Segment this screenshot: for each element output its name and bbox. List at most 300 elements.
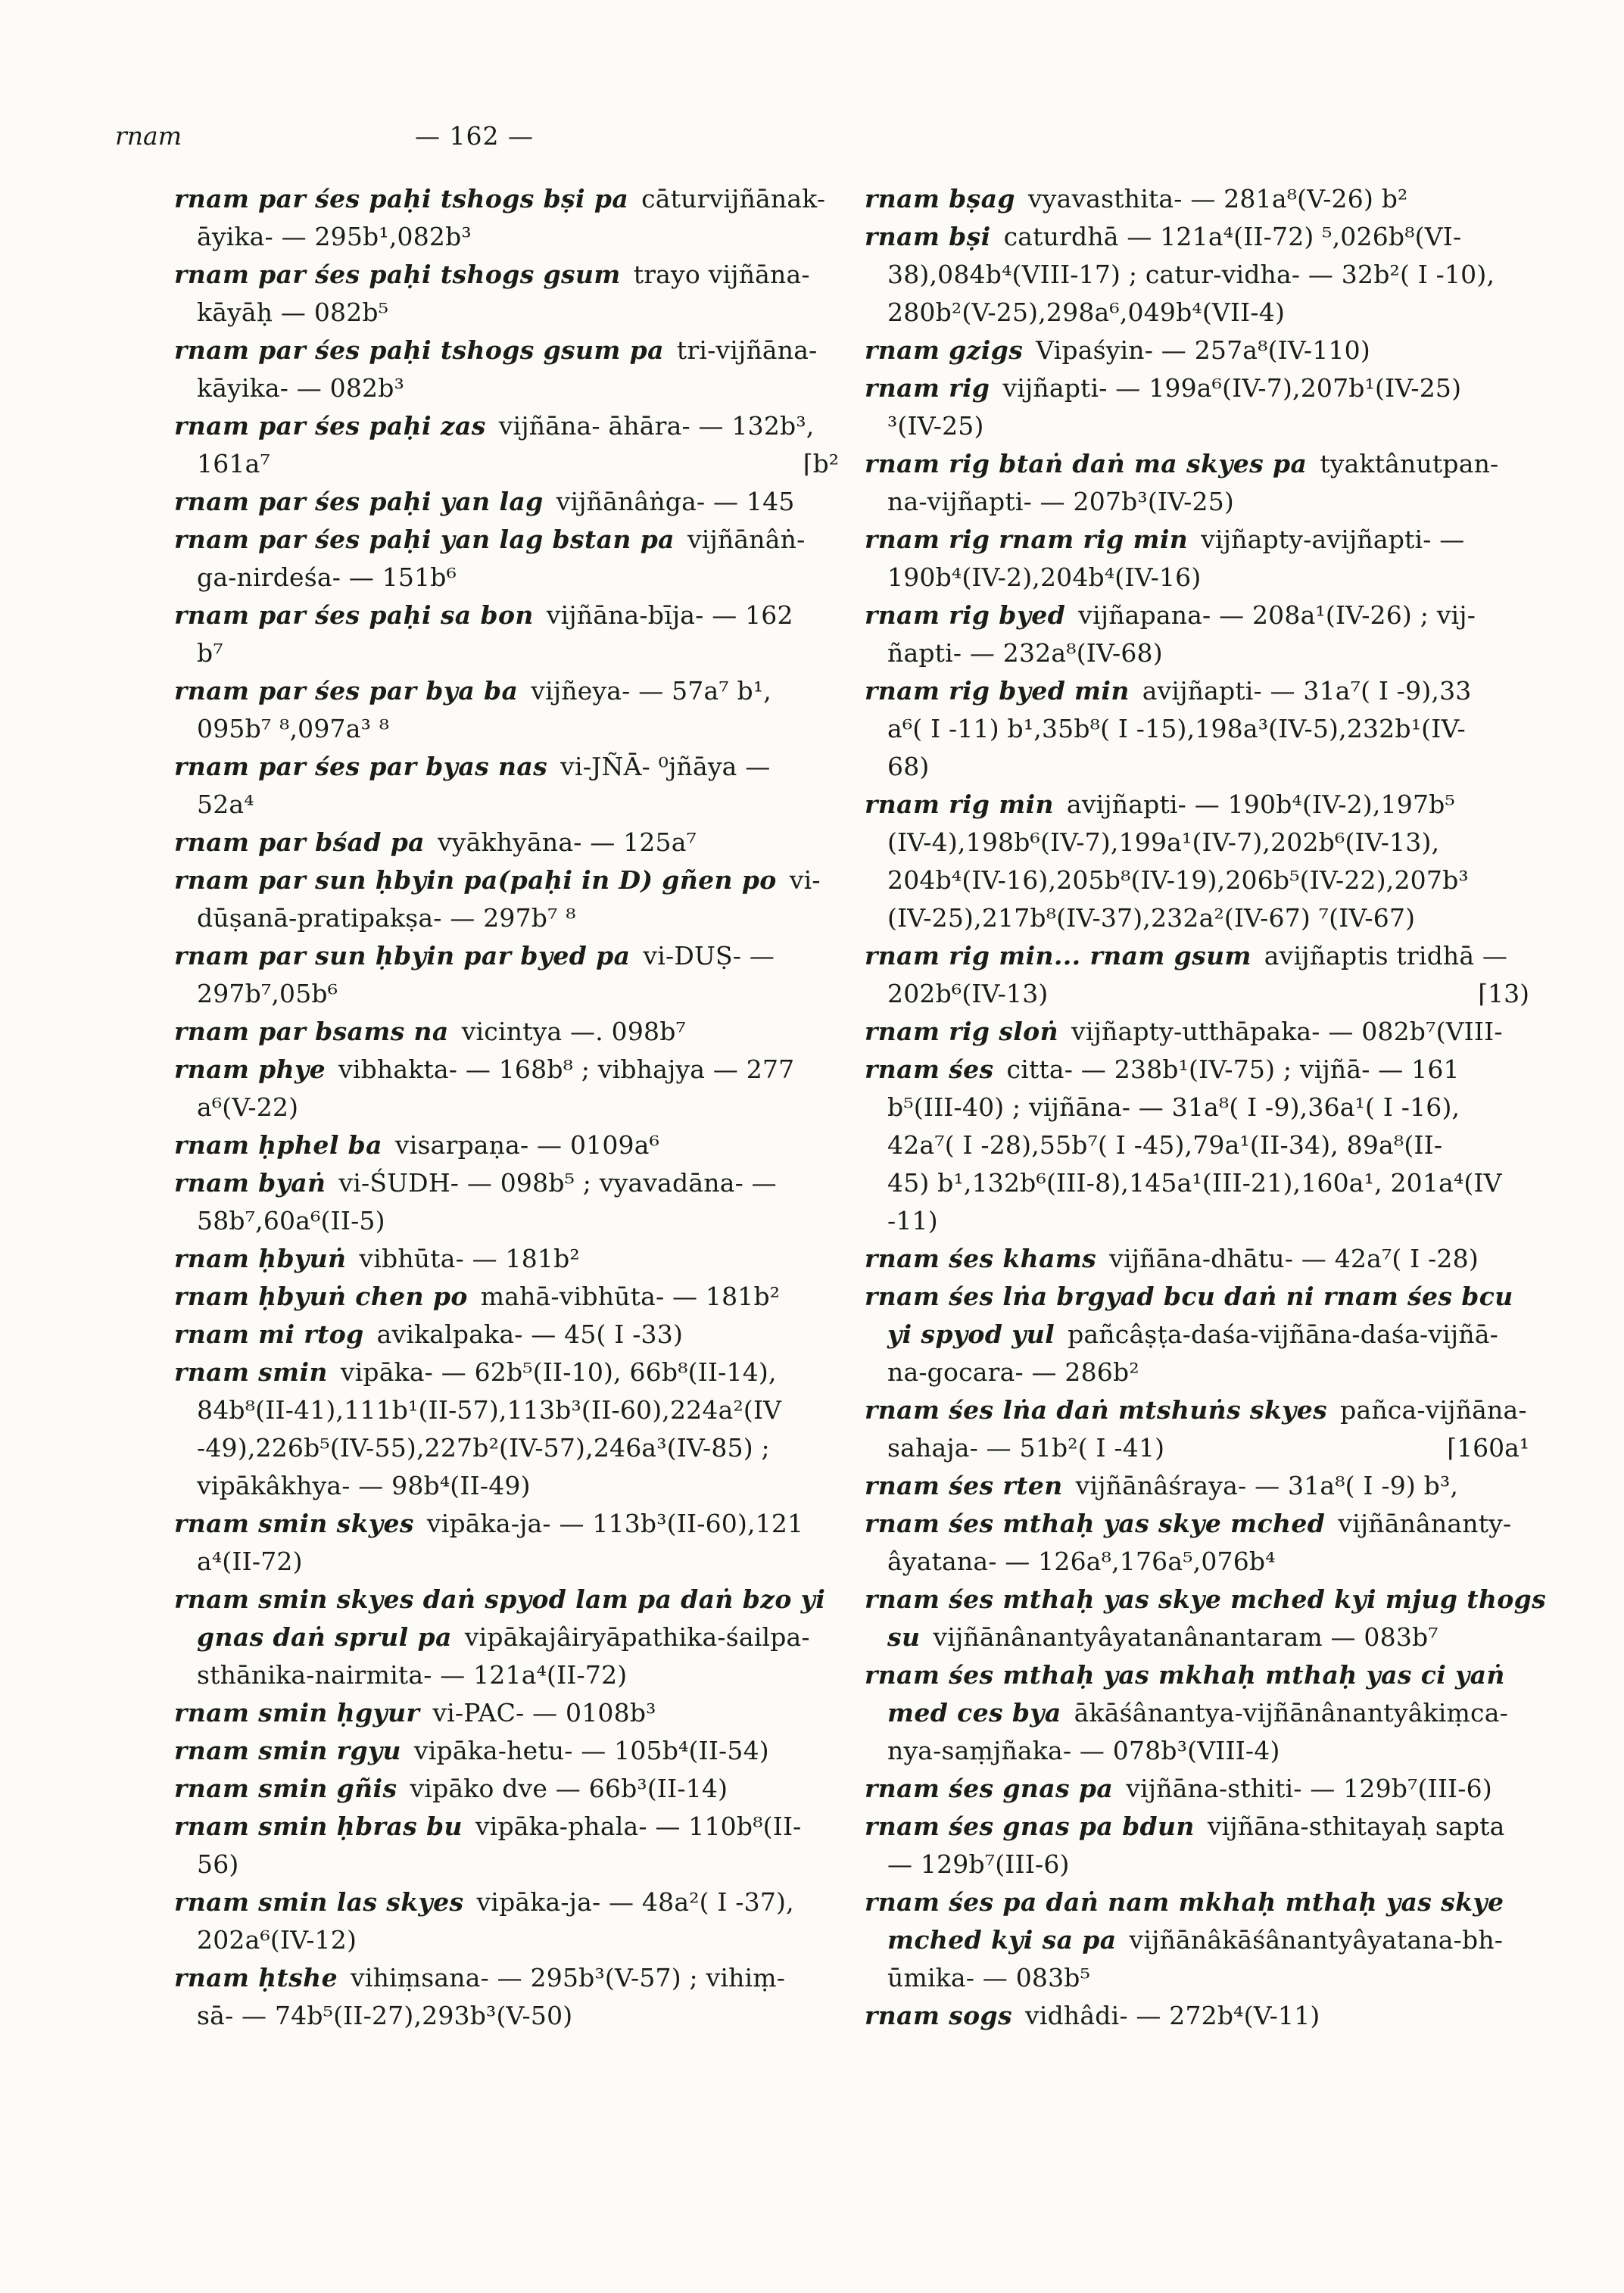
entry-continuation-line xyxy=(174,1846,839,1883)
tibetan-headword: rnam par sun ḥbyin par byed pa xyxy=(174,941,631,970)
entry-continuation-line xyxy=(865,483,1529,521)
entry-text: vi-JÑĀ- ⁰jñāya — xyxy=(560,752,771,781)
entry-first-line xyxy=(865,1505,1529,1543)
dictionary-entry xyxy=(174,937,839,1013)
entry-text: 68) xyxy=(887,752,930,781)
entry-text: âyatana- — 126a⁸,176a⁵,076b⁴ xyxy=(887,1547,1276,1576)
tibetan-headword: rnam par sun ḥbyin pa(paḥi in D) gñen po xyxy=(174,865,777,895)
dictionary-entry xyxy=(865,1240,1529,1278)
entry-text: vi-ŚUDH- — 098b⁵ ; vyavadāna- — xyxy=(338,1168,777,1198)
entry-continuation-line xyxy=(865,1354,1529,1391)
entry-text: sahaja- — 51b²( I -41) xyxy=(887,1433,1165,1463)
entry-first-line xyxy=(174,1126,839,1164)
dictionary-entry xyxy=(865,1278,1529,1391)
tibetan-headword: rnam bṣi xyxy=(865,222,991,251)
tibetan-headword: rnam śes xyxy=(865,1055,994,1084)
dictionary-entry xyxy=(174,824,839,861)
entry-text: vipāka- — 62b⁵(II-10), 66b⁸(II-14), xyxy=(340,1357,777,1387)
tibetan-headword: rnam par śes paḥi sa bon xyxy=(174,600,534,630)
dictionary-entry xyxy=(174,672,839,748)
entry-text: avikalpaka- — 45( I -33) xyxy=(376,1319,684,1349)
entry-text: sthānika-nairmita- — 121a⁴(II-72) xyxy=(197,1660,628,1690)
entry-text: b⁷ xyxy=(197,638,223,668)
entry-first-line xyxy=(865,1467,1529,1505)
dictionary-entry xyxy=(174,1164,839,1240)
tibetan-headword: rnam gzigs xyxy=(865,335,1024,365)
margin-correction-note: ⌈b² xyxy=(803,449,839,478)
dictionary-entry xyxy=(174,1013,839,1051)
entry-text: vijñāna- āhāra- — 132b³, xyxy=(498,411,815,441)
entry-first-line xyxy=(865,369,1529,407)
entry-text: 58b⁷,60a⁶(II-5) xyxy=(197,1206,385,1235)
entry-continuation-line xyxy=(174,1467,839,1505)
entry-first-line xyxy=(174,1883,839,1921)
entry-continuation-line xyxy=(174,294,839,332)
dictionary-entry xyxy=(865,180,1529,218)
entry-continuation-line xyxy=(865,861,1529,899)
tibetan-headword: mched kyi sa pa xyxy=(887,1925,1117,1955)
entry-first-line xyxy=(865,1391,1529,1429)
entry-text: vihiṃsana- — 295b³(V-57) ; vihiṃ- xyxy=(350,1963,786,1992)
entry-text: cāturvijñānak- xyxy=(641,184,826,213)
entry-first-line xyxy=(174,1354,839,1391)
entry-first-line xyxy=(865,180,1529,218)
entry-continuation-line xyxy=(865,559,1529,597)
tibetan-headword: rnam śes mthaḥ yas skye mched kyi mjug thogs xyxy=(865,1584,1547,1614)
entry-first-line xyxy=(174,824,839,861)
entry-continuation-line xyxy=(174,899,839,937)
entry-text: 095b⁷ ⁸,097a³ ⁸ xyxy=(197,714,390,743)
entry-text: nya-saṃjñaka- — 078b³(VIII-4) xyxy=(887,1736,1280,1765)
entry-text: 52a⁴ xyxy=(197,790,254,819)
entry-text: 202a⁶(IV-12) xyxy=(197,1925,357,1955)
entry-continuation-line xyxy=(174,218,839,256)
entry-first-line xyxy=(865,937,1529,975)
entry-continuation-line xyxy=(174,369,839,407)
entry-first-line xyxy=(174,407,839,445)
tibetan-headword: rnam smin ḥbras bu xyxy=(174,1812,463,1841)
dictionary-entry xyxy=(174,332,839,407)
entry-text: Vipaśyin- — 257a⁸(IV-110) xyxy=(1036,335,1370,365)
margin-correction-note: ⌈13) xyxy=(1478,979,1529,1008)
dictionary-entry xyxy=(865,1391,1529,1467)
entry-first-line xyxy=(865,1656,1529,1694)
entry-continuation-line xyxy=(174,1429,839,1467)
entry-text: 56) xyxy=(197,1849,239,1879)
dictionary-entry xyxy=(865,786,1529,937)
entry-continuation-line xyxy=(865,634,1529,672)
entry-first-line xyxy=(174,1732,839,1770)
entry-first-line xyxy=(174,256,839,294)
entry-first-line xyxy=(174,861,839,899)
entry-first-line xyxy=(174,672,839,710)
dictionary-entry xyxy=(174,748,839,824)
entry-continuation-line xyxy=(174,1089,839,1126)
tibetan-headword: rnam smin las skyes xyxy=(174,1887,464,1917)
dictionary-entry xyxy=(174,1051,839,1126)
entry-text: a⁶( I -11) b¹,35b⁸( I -15),198a³(IV-5),232b¹(IV- xyxy=(887,714,1466,743)
entry-text: a⁶(V-22) xyxy=(197,1092,299,1122)
entry-first-line xyxy=(865,672,1529,710)
dictionary-entry xyxy=(174,861,839,937)
tibetan-headword: rnam smin rgyu xyxy=(174,1736,401,1765)
entry-text: ākāśânantya-vijñānânantyâkiṃca- xyxy=(1074,1698,1508,1728)
entry-text: 84b⁸(II-41),111b¹(II-57),113b³(II-60),224a²(IV xyxy=(197,1395,782,1425)
entry-continuation-line xyxy=(865,1921,1529,1959)
dictionary-entry xyxy=(865,1505,1529,1581)
entry-continuation-line xyxy=(865,748,1529,786)
dictionary-entry xyxy=(865,218,1529,332)
entry-text: ñapti- — 232a⁸(IV-68) xyxy=(887,638,1163,668)
dictionary-entry xyxy=(174,180,839,256)
entry-continuation-line xyxy=(865,1126,1529,1164)
tibetan-headword: rnam rig min xyxy=(865,790,1054,819)
entry-first-line xyxy=(174,483,839,521)
dictionary-entry xyxy=(865,445,1529,521)
entry-text: -49),226b⁵(IV-55),227b²(IV-57),246a³(IV-85) ; xyxy=(197,1433,770,1463)
entry-text: vi-PAC- — 0108b³ xyxy=(432,1698,656,1728)
entry-text: pañca-vijñāna- xyxy=(1340,1395,1527,1425)
entry-text: avijñapti- — 190b⁴(IV-2),197b⁵ xyxy=(1066,790,1455,819)
entry-continuation-line xyxy=(174,1921,839,1959)
tibetan-headword: rnam smin gñis xyxy=(174,1774,397,1803)
dictionary-entry xyxy=(174,521,839,597)
dictionary-entry xyxy=(865,1997,1529,2035)
tibetan-headword: rnam par śes paḥi zas xyxy=(174,411,486,441)
entry-text: vijñāna-dhātu- — 42a⁷( I -28) xyxy=(1109,1244,1479,1273)
entry-continuation-line xyxy=(174,1202,839,1240)
entry-text: trayo vijñāna- xyxy=(633,260,810,289)
entry-continuation-line xyxy=(865,1732,1529,1770)
tibetan-headword: rnam par śes par bya ba xyxy=(174,676,519,706)
tibetan-headword: gnas daṅ sprul pa xyxy=(197,1622,452,1652)
entry-continuation-line xyxy=(865,710,1529,748)
entry-continuation-line xyxy=(174,1656,839,1694)
entry-continuation-line xyxy=(865,899,1529,937)
entry-first-line xyxy=(174,1051,839,1089)
two-column-content xyxy=(174,180,1547,2035)
entry-text: vijñāna-sthiti- — 129b⁷(III-6) xyxy=(1126,1774,1492,1803)
page-header xyxy=(0,121,1624,156)
entry-continuation-line xyxy=(865,1694,1529,1732)
entry-text: 297b⁷,05b⁶ xyxy=(197,979,338,1008)
entry-continuation-line xyxy=(174,710,839,748)
dictionary-entry xyxy=(865,521,1529,597)
entry-first-line xyxy=(174,1770,839,1808)
tibetan-headword: rnam smin xyxy=(174,1357,328,1387)
entry-text: sā- — 74b⁵(II-27),293b³(V-50) xyxy=(197,2001,573,2030)
entry-text: 280b²(V-25),298a⁶,049b⁴(VII-4) xyxy=(887,298,1286,327)
entry-text: vijñānâṅ- xyxy=(687,525,806,554)
entry-continuation-line xyxy=(174,786,839,824)
entry-text: vibhakta- — 168b⁸ ; vibhajya — 277 xyxy=(338,1055,795,1084)
dictionary-entry xyxy=(174,1505,839,1581)
entry-continuation-line xyxy=(865,1959,1529,1997)
entry-text: citta- — 238b¹(IV-75) ; vijñā- — 161 xyxy=(1006,1055,1460,1084)
dictionary-entry xyxy=(865,1656,1529,1770)
entry-first-line xyxy=(865,1997,1529,2035)
entry-text: visarpaṇa- — 0109a⁶ xyxy=(394,1130,660,1160)
entry-text: āyika- — 295b¹,082b³ xyxy=(197,222,472,251)
tibetan-headword: rnam bṣag xyxy=(865,184,1015,213)
entry-text: vijñapana- — 208a¹(IV-26) ; vij- xyxy=(1078,600,1476,630)
entry-text: vicintya —. 098b⁷ xyxy=(461,1017,686,1046)
tibetan-headword: rnam śes mthaḥ yas skye mched xyxy=(865,1509,1326,1538)
entry-text: — 129b⁷(III-6) xyxy=(887,1849,1070,1879)
tibetan-headword: rnam byaṅ xyxy=(174,1168,326,1198)
tibetan-headword: su xyxy=(887,1622,921,1652)
dictionary-entry xyxy=(865,1883,1529,1997)
entry-continuation-line xyxy=(865,1164,1529,1202)
dictionary-entry xyxy=(865,1581,1547,1656)
dictionary-entry xyxy=(174,1732,839,1770)
tibetan-headword: rnam śes pa daṅ nam mkhaḥ mthaḥ yas skye xyxy=(865,1887,1504,1917)
dictionary-entry xyxy=(865,1770,1529,1808)
tibetan-headword: rnam ḥbyuṅ xyxy=(174,1244,347,1273)
dictionary-entry xyxy=(865,369,1529,445)
entry-text: vibhūta- — 181b² xyxy=(359,1244,580,1273)
dictionary-entry xyxy=(174,1278,839,1316)
entry-text: avijñaptis tridhā — xyxy=(1264,941,1508,970)
entry-first-line xyxy=(174,521,839,559)
dictionary-entry xyxy=(174,1808,839,1883)
running-head: rnam xyxy=(115,121,182,151)
tibetan-headword: yi spyod yul xyxy=(887,1319,1055,1349)
dictionary-entry xyxy=(865,1808,1529,1883)
entry-text: na-gocara- — 286b² xyxy=(887,1357,1139,1387)
tibetan-headword: rnam rig byed min xyxy=(865,676,1130,706)
entry-continuation-line xyxy=(865,1846,1529,1883)
tibetan-headword: rnam ḥbyuṅ chen po xyxy=(174,1282,468,1311)
entry-text: ūmika- — 083b⁵ xyxy=(887,1963,1091,1992)
entry-continuation-line xyxy=(174,1997,839,2035)
entry-text: 204b⁴(IV-16),205b⁸(IV-19),206b⁵(IV-22),207b³ xyxy=(887,865,1469,895)
entry-first-line xyxy=(174,180,839,218)
entry-text: vijñāna-sthitayaḥ sapta xyxy=(1207,1812,1505,1841)
tibetan-headword: rnam rig btaṅ daṅ ma skyes pa xyxy=(865,449,1308,478)
right-column xyxy=(865,180,1547,2035)
entry-text: vipākâkhya- — 98b⁴(II-49) xyxy=(197,1471,531,1500)
entry-text: dūṣanā-pratipakṣa- — 297b⁷ ⁸ xyxy=(197,903,576,933)
tibetan-headword: rnam smin skyes xyxy=(174,1509,414,1538)
tibetan-headword: med ces bya xyxy=(887,1698,1061,1728)
entry-first-line xyxy=(174,1505,839,1543)
margin-correction-note: ⌈160a¹ xyxy=(1447,1433,1529,1463)
entry-first-line xyxy=(174,1959,839,1997)
entry-text: vijñapty-avijñapti- — xyxy=(1201,525,1465,554)
entry-continuation-line xyxy=(865,256,1529,294)
entry-text: vipāka-ja- — 113b³(II-60),121 xyxy=(426,1509,804,1538)
entry-text: vijñapti- — 199a⁶(IV-7),207b¹(IV-25) xyxy=(1002,373,1462,403)
tibetan-headword: rnam par śes paḥi yan lag bstan pa xyxy=(174,525,675,554)
dictionary-entry xyxy=(174,1770,839,1808)
entry-text: vidhâdi- — 272b⁴(V-11) xyxy=(1025,2001,1320,2030)
dictionary-entry xyxy=(174,1240,839,1278)
entry-continuation-line xyxy=(865,294,1529,332)
dictionary-entry xyxy=(174,407,839,483)
entry-text: vijñānânantyâyatanânantaram — 083b⁷ xyxy=(933,1622,1439,1652)
entry-first-line xyxy=(174,1240,839,1278)
entry-continuation-line xyxy=(865,1618,1529,1656)
entry-text: vijñānâṅga- — 145 xyxy=(556,487,795,516)
entry-text: a⁴(II-72) xyxy=(197,1547,303,1576)
dictionary-entry xyxy=(174,1126,839,1164)
entry-continuation-line xyxy=(865,975,1529,1013)
tibetan-headword: rnam śes mthaḥ yas mkhaḥ mthaḥ yas ci yaṅ xyxy=(865,1660,1505,1690)
entry-text: 38),084b⁴(VIII-17) ; catur-vidha- — 32b²( I -10), xyxy=(887,260,1495,289)
entry-first-line xyxy=(865,1770,1529,1808)
entry-text: b⁵(III-40) ; vijñāna- — 31a⁸( I -9),36a¹( I -16), xyxy=(887,1092,1460,1122)
entry-text: 42a⁷( I -28),55b⁷( I -45),79a¹(II-34), 89a⁸(II- xyxy=(887,1130,1443,1160)
entry-continuation-line xyxy=(174,1618,839,1656)
tibetan-headword: rnam rig sloṅ xyxy=(865,1017,1058,1046)
dictionary-entry xyxy=(174,597,839,672)
tibetan-headword: rnam ḥphel ba xyxy=(174,1130,382,1160)
dictionary-entry xyxy=(174,483,839,521)
dictionary-entry xyxy=(174,1581,839,1694)
tibetan-headword: rnam sogs xyxy=(865,2001,1013,2030)
dictionary-entry xyxy=(174,1694,839,1732)
entry-first-line xyxy=(174,748,839,786)
entry-first-line xyxy=(865,597,1529,634)
entry-first-line xyxy=(865,1278,1529,1316)
entry-continuation-line xyxy=(174,1543,839,1581)
entry-text: vijñāna-bīja- — 162 xyxy=(546,600,793,630)
tibetan-headword: rnam rig xyxy=(865,373,990,403)
tibetan-headword: rnam par śes paḥi yan lag xyxy=(174,487,544,516)
dictionary-entry xyxy=(865,937,1529,1013)
entry-first-line xyxy=(865,445,1529,483)
left-column xyxy=(174,180,839,2035)
tibetan-headword: rnam smin skyes daṅ spyod lam pa daṅ bzo yi xyxy=(174,1584,826,1614)
dictionary-entry xyxy=(865,332,1529,369)
entry-text: -11) xyxy=(887,1206,938,1235)
dictionary-entry xyxy=(865,1467,1529,1505)
tibetan-headword: rnam phye xyxy=(174,1055,326,1084)
entry-first-line xyxy=(865,1581,1547,1618)
entry-text: (IV-25),217b⁸(IV-37),232a²(IV-67) ⁷(IV-67) xyxy=(887,903,1416,933)
entry-continuation-line xyxy=(174,445,839,483)
dictionary-entry xyxy=(174,1354,839,1505)
page-number: — 162 — xyxy=(415,121,534,151)
entry-continuation-line xyxy=(174,975,839,1013)
tibetan-headword: rnam rig min... rnam gsum xyxy=(865,941,1252,970)
tibetan-headword: rnam smin ḥgyur xyxy=(174,1698,420,1728)
entry-text: vijñeya- — 57a⁷ b¹, xyxy=(531,676,771,706)
entry-text: (IV-4),198b⁶(IV-7),199a¹(IV-7),202b⁶(IV-13), xyxy=(887,827,1440,857)
tibetan-headword: rnam par śes par byas nas xyxy=(174,752,548,781)
entry-first-line xyxy=(174,1278,839,1316)
entry-text: tri-vijñāna- xyxy=(676,335,818,365)
entry-text: 161a⁷ xyxy=(197,449,270,478)
entry-text: vipāko dve — 66b³(II-14) xyxy=(410,1774,728,1803)
entry-text: vijñānâśraya- — 31a⁸( I -9) b³, xyxy=(1075,1471,1459,1500)
dictionary-entry xyxy=(865,597,1529,672)
dictionary-entry xyxy=(865,1013,1529,1051)
entry-text: caturdhā — 121a⁴(II-72) ⁵,026b⁸(VI- xyxy=(1003,222,1462,251)
dictionary-entry xyxy=(174,1959,839,2035)
tibetan-headword: rnam par bsams na xyxy=(174,1017,449,1046)
entry-first-line xyxy=(174,1316,839,1354)
entry-continuation-line xyxy=(865,407,1529,445)
entry-first-line xyxy=(174,597,839,634)
entry-continuation-line xyxy=(174,1391,839,1429)
entry-text: pañcâṣṭa-daśa-vijñāna-daśa-vijñā- xyxy=(1068,1319,1498,1349)
tibetan-headword: rnam rig rnam rig min xyxy=(865,525,1189,554)
entry-first-line xyxy=(174,937,839,975)
entry-text: vipākajâiryāpathika-śailpa- xyxy=(464,1622,810,1652)
entry-text: vyākhyāna- — 125a⁷ xyxy=(437,827,697,857)
entry-text: vyavasthita- — 281a⁸(V-26) b² xyxy=(1027,184,1408,213)
entry-text: 45) b¹,132b⁶(III-8),145a¹(III-21),160a¹, 201a⁴(IV xyxy=(887,1168,1502,1198)
tibetan-headword: rnam mi rtog xyxy=(174,1319,364,1349)
entry-first-line xyxy=(865,1808,1529,1846)
entry-text: kāyika- — 082b³ xyxy=(197,373,405,403)
entry-continuation-line xyxy=(174,634,839,672)
entry-first-line xyxy=(174,1164,839,1202)
entry-first-line xyxy=(865,332,1529,369)
entry-first-line xyxy=(865,218,1529,256)
entry-text: kāyāḥ — 082b⁵ xyxy=(197,298,389,327)
entry-first-line xyxy=(865,786,1529,824)
tibetan-headword: rnam śes lṅa daṅ mtshuṅs skyes xyxy=(865,1395,1328,1425)
tibetan-headword: rnam par śes paḥi tshogs gsum pa xyxy=(174,335,664,365)
tibetan-headword: rnam śes rten xyxy=(865,1471,1063,1500)
entry-text: vijñapty-utthāpaka- — 082b⁷(VIII- xyxy=(1071,1017,1503,1046)
entry-first-line xyxy=(865,521,1529,559)
tibetan-headword: rnam par śes paḥi tshogs bṣi pa xyxy=(174,184,629,213)
tibetan-headword: rnam śes lṅa brgyad bcu daṅ ni rnam śes bcu xyxy=(865,1282,1513,1311)
entry-first-line xyxy=(865,1051,1529,1089)
entry-continuation-line xyxy=(174,559,839,597)
dictionary-entry xyxy=(865,1051,1529,1240)
entry-text: na-vijñapti- — 207b³(IV-25) xyxy=(887,487,1234,516)
entry-text: 190b⁴(IV-2),204b⁴(IV-16) xyxy=(887,562,1202,592)
tibetan-headword: rnam par śes paḥi tshogs gsum xyxy=(174,260,621,289)
entry-text: tyaktânutpan- xyxy=(1320,449,1499,478)
entry-text: vijñānânanty- xyxy=(1338,1509,1512,1538)
entry-first-line xyxy=(174,1808,839,1846)
tibetan-headword: rnam rig byed xyxy=(865,600,1066,630)
entry-continuation-line xyxy=(865,1429,1529,1467)
entry-text: mahā-vibhūta- — 181b² xyxy=(480,1282,781,1311)
tibetan-headword: rnam śes gnas pa bdun xyxy=(865,1812,1195,1841)
entry-text: vipāka-phala- — 110b⁸(II- xyxy=(475,1812,802,1841)
dictionary-entry xyxy=(174,256,839,332)
dictionary-entry xyxy=(174,1316,839,1354)
dictionary-entry xyxy=(865,672,1529,786)
entry-text: vipāka-ja- — 48a²( I -37), xyxy=(476,1887,794,1917)
tibetan-headword: rnam par bśad pa xyxy=(174,827,425,857)
entry-first-line xyxy=(865,1240,1529,1278)
entry-first-line xyxy=(865,1013,1529,1051)
entry-continuation-line xyxy=(865,1316,1529,1354)
entry-continuation-line xyxy=(865,1543,1529,1581)
entry-continuation-line xyxy=(865,1202,1529,1240)
entry-first-line xyxy=(174,1581,839,1618)
entry-continuation-line xyxy=(865,1089,1529,1126)
entry-text: ³(IV-25) xyxy=(887,411,984,441)
entry-text: ga-nirdeśa- — 151b⁶ xyxy=(197,562,457,592)
entry-text: vijñānâkāśânantyâyatana-bh- xyxy=(1129,1925,1504,1955)
entry-first-line xyxy=(174,332,839,369)
entry-text: 202b⁶(IV-13) xyxy=(887,979,1049,1008)
tibetan-headword: rnam śes khams xyxy=(865,1244,1097,1273)
entry-first-line xyxy=(174,1694,839,1732)
entry-text: vi-DUṢ- — xyxy=(643,941,775,970)
tibetan-headword: rnam ḥtshe xyxy=(174,1963,338,1992)
entry-continuation-line xyxy=(865,824,1529,861)
